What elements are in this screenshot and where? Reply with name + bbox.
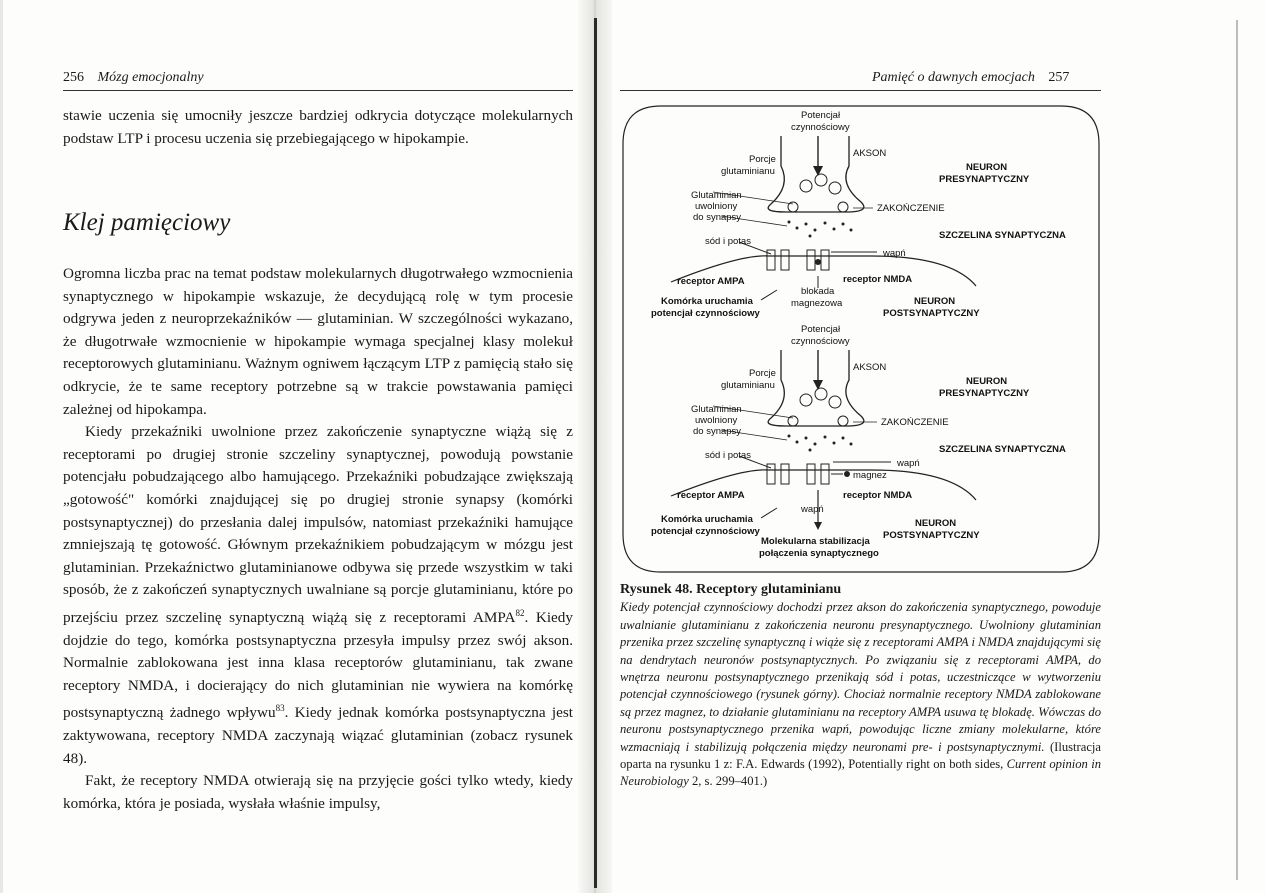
top-label-glut-2: uwolniony [695, 201, 738, 212]
top-label-glut-3: do synapsy [693, 212, 742, 223]
top-komorka-arrow [761, 290, 777, 300]
caption-source-1: (Ilustracja oparta na rysunku 1 z: F.A. Edwards (1992), Potentially right on both sides, [620, 739, 1101, 772]
top-label-wapn: wapń [883, 248, 906, 259]
intro-text: stawie uczenia się umocniły jeszcze bardziej odkrycia dotyczące molekularnych podstaw LTP i procesu uczenia się przebiegającego w hipokampie. [63, 107, 573, 147]
book-spine-line [594, 18, 597, 888]
top-label-sod-potas: sód i potas [705, 236, 751, 247]
top-vesicle [800, 180, 812, 192]
top-label-szczelina: SZCZELINA SYNAPTYCZNA [939, 230, 1066, 241]
top-magnesium-block [815, 259, 821, 265]
top-label-blokada: blokada [801, 286, 835, 297]
bottom-axon-terminal [768, 350, 864, 426]
bottom-label-glut-2: uwolniony [695, 415, 738, 426]
bottom-label-neuron-post: NEURON [915, 518, 957, 529]
footnote-ref-82[interactable]: 82 [515, 607, 525, 618]
left-body-text [63, 263, 573, 815]
figure-caption [620, 581, 1101, 791]
caption-description: Kiedy potencjał czynnościowy dochodzi przez akson do zakończenia synaptycznego, powoduje uwalnianie glutaminianu z zakończenia neuronu presynaptycznego. Uwolniony glutaminian przenika przez szczelinę synaptyczną i wiąże się z receptorami AMPA i NMDA znajdującymi się na dendrytach neuronów postsynaptycznych. Po związaniu się z receptorami AMPA, do wnętrza neuronu postsynaptycznego przenikają sód i potas, uczestniczące w wytworzeniu potencjał czynnościowego (rysunek górny). Chociaż normalnie receptory NMDA zablokowane są przez magnez, to działanie glutaminianu na receptory AMPA usuwa tę blokadę. Wówczas do neuronu postsynaptycznego przenika wapń, powodując liczne zmiany molekularne, które wzmacniają i stabilizują połączenia między neuronami pre- i postsynaptycznymi. [620, 600, 1101, 754]
bottom-label-wapn: wapń [897, 458, 920, 469]
top-diagram [651, 110, 1066, 319]
bottom-label-czynnosciowy: czynnościowy [791, 336, 850, 347]
bottom-label-receptor-ampa: receptor AMPA [677, 490, 745, 501]
paragraph-1: Ogromna liczba prac na temat podstaw molekularnych długotrwałego wzmocnienia synaptycznego w hipokampie wskazuje, że decydującą rolę w tym procesie odgrywa jeden z neuroprzekaźników — glutaminian. W szczególności wykazano, że długotrwałe wzmocnienie w hipokampie wymaga specjalnej klasy molekuł receptorowych glutaminianu. Ważnym ogniwem łączącym LTP z pamięcią stało się odkrycie, że te same receptory potrzebne są w trakcie powstawania pamięci zależnej od hipokampa. [63, 265, 573, 418]
top-label-receptor-ampa: receptor AMPA [677, 276, 745, 287]
bottom-label-wapn2: wapń [801, 504, 824, 515]
bottom-wapn-down-arrowhead [814, 522, 822, 530]
bottom-label-potencjal: Potencjał [801, 324, 841, 335]
top-label-komorka-1: Komórka uruchamia [661, 296, 753, 307]
top-label-akson: AKSON [853, 148, 887, 159]
top-label-potencjal: Potencjał [801, 110, 841, 121]
bottom-vesicle [815, 388, 827, 400]
left-header-rule [63, 90, 573, 91]
bottom-label-komorka-1: Komórka uruchamia [661, 514, 753, 525]
left-running-header [63, 70, 204, 86]
top-label-magnezowa: magnezowa [791, 298, 843, 309]
bottom-label-sod-potas: sód i potas [705, 450, 751, 461]
top-label-zakonczenie: ZAKOŃCZENIE [877, 203, 945, 214]
top-vesicle-docked [838, 202, 848, 212]
top-label-porcje: Porcje [749, 154, 776, 165]
caption-source-2: 2, s. 299–401.) [688, 774, 768, 789]
top-vesicle [815, 174, 827, 186]
top-nmda-receptor-right [821, 250, 829, 270]
top-glutamate-dots [788, 221, 853, 238]
section-heading-wrap [63, 209, 573, 252]
top-label-postsynaptyczny: POSTSYNAPTYCZNY [883, 308, 980, 319]
left-intro-paragraph [63, 105, 573, 150]
right-page-edge [1236, 20, 1238, 880]
bottom-label-magnez: magnez [853, 470, 887, 481]
right-running-header [872, 70, 1069, 86]
top-ampa-receptor-right [781, 250, 789, 270]
paragraph-3: Fakt, że receptory NMDA otwierają się na przyjęcie gości tylko wtedy, kiedy komórka, która je posiada, wysłała właśnie impulsy, [63, 772, 573, 812]
bottom-diagram [651, 324, 1066, 559]
left-page-number: 256 [63, 70, 84, 85]
bottom-ampa-receptor-right [781, 464, 789, 484]
bottom-label-glut-1: Glutaminian [691, 404, 742, 415]
footnote-ref-83[interactable]: 83 [275, 703, 285, 714]
bottom-label-glut-3: do synapsy [693, 426, 742, 437]
bottom-label-neuron: NEURON [966, 376, 1008, 387]
right-page-number: 257 [1048, 70, 1070, 85]
bottom-label-postsynaptyczny: POSTSYNAPTYCZNY [883, 530, 980, 541]
bottom-glutamate-dots [788, 435, 853, 452]
top-nmda-receptor-left [807, 250, 815, 270]
figure-svg [621, 104, 1101, 574]
bottom-label-komorka-2: potencjał czynnościowy [651, 526, 760, 537]
figure-48-glutamate-receptors [621, 104, 1101, 574]
top-label-czynnosciowy: czynnościowy [791, 122, 850, 133]
right-header-rule [620, 90, 1101, 91]
bottom-komorka-arrow [761, 508, 777, 518]
section-heading: Klej pamięciowy [63, 209, 231, 236]
bottom-label-presynaptyczny: PRESYNAPTYCZNY [939, 388, 1030, 399]
bottom-label-porcje: Porcje [749, 368, 776, 379]
top-label-neuron: NEURON [966, 162, 1008, 173]
bottom-label-zakonczenie: ZAKOŃCZENIE [881, 417, 949, 428]
top-label-glut-1: Glutaminian [691, 190, 742, 201]
top-label-receptor-nmda: receptor NMDA [843, 274, 913, 285]
top-label-komorka-2: potencjał czynnościowy [651, 308, 760, 319]
bottom-magnesium-released [844, 471, 850, 477]
bottom-label-szczelina: SZCZELINA SYNAPTYCZNA [939, 444, 1066, 455]
left-running-title: Mózg emocjonalny [97, 70, 204, 85]
left-page-edge [0, 0, 3, 893]
top-axon-terminal [768, 136, 864, 212]
bottom-label-akson: AKSON [853, 362, 887, 373]
right-running-title: Pamięć o dawnych emocjach [872, 70, 1035, 85]
caption-source-journal: Current opinion in Neurobiology [620, 757, 1101, 789]
bottom-label-molekularna-1: Molekularna stabilizacja [761, 536, 870, 547]
bottom-nmda-receptor-right [821, 464, 829, 484]
bottom-vesicle [800, 394, 812, 406]
top-label-glutaminianu: glutaminianu [721, 166, 775, 177]
bottom-nmda-receptor-left [807, 464, 815, 484]
top-vesicle [829, 182, 841, 194]
top-label-neuron-post: NEURON [914, 296, 956, 307]
paragraph-2: Kiedy przekaźniki uwolnione przez zakończenie synaptyczne wiążą się z receptorami po drugiej stronie szczeliny synaptycznej, powodują powstanie potencjału pobudzającego albo hamującego. Przekaźniki pobudzające zwiększają „gotowość" komórki znajdującej się po drugiej stronie synapsy (komórki postsynaptycznej) do przesłania dalej impulsów, natomiast przekaźniki hamujące zmniejszają tę gotowość. Głównym przekaźnikiem pobudzającym w mózgu jest glutaminian. Przekaźnictwo glutaminianowe odbywa się przede wszystkim w taki sposób, że z zakończeń synaptycznych uwalniane są porcje glutaminianu, które po przejściu przez szczelinę synaptyczną wiążą się z receptorami AMPA$^{82}$. Kiedy dojdzie do tego, komórka postsynaptyczna przesyła impulsy przez swój akson. Normalnie zablokowana jest inna klasa receptorów glutaminianu, tak zwane receptory NMDA, i docierający do nich glutaminian nie wywiera na komórkę postsynaptyczną żadnego wpływu$^{83}$. Kiedy jednak komórka postsynaptyczna jest zaktywowana, receptory NMDA zaczynają wiązać glutaminian (zobacz rysunek 48). [63, 423, 573, 767]
bottom-vesicle [829, 396, 841, 408]
caption-title: Rysunek 48. Receptory glutaminianu [620, 582, 842, 597]
bottom-vesicle-docked [838, 416, 848, 426]
bottom-label-receptor-nmda: receptor NMDA [843, 490, 913, 501]
bottom-label-glutaminianu: glutaminianu [721, 380, 775, 391]
bottom-label-molekularna-2: połączenia synaptycznego [759, 548, 879, 559]
top-label-presynaptyczny: PRESYNAPTYCZNY [939, 174, 1030, 185]
